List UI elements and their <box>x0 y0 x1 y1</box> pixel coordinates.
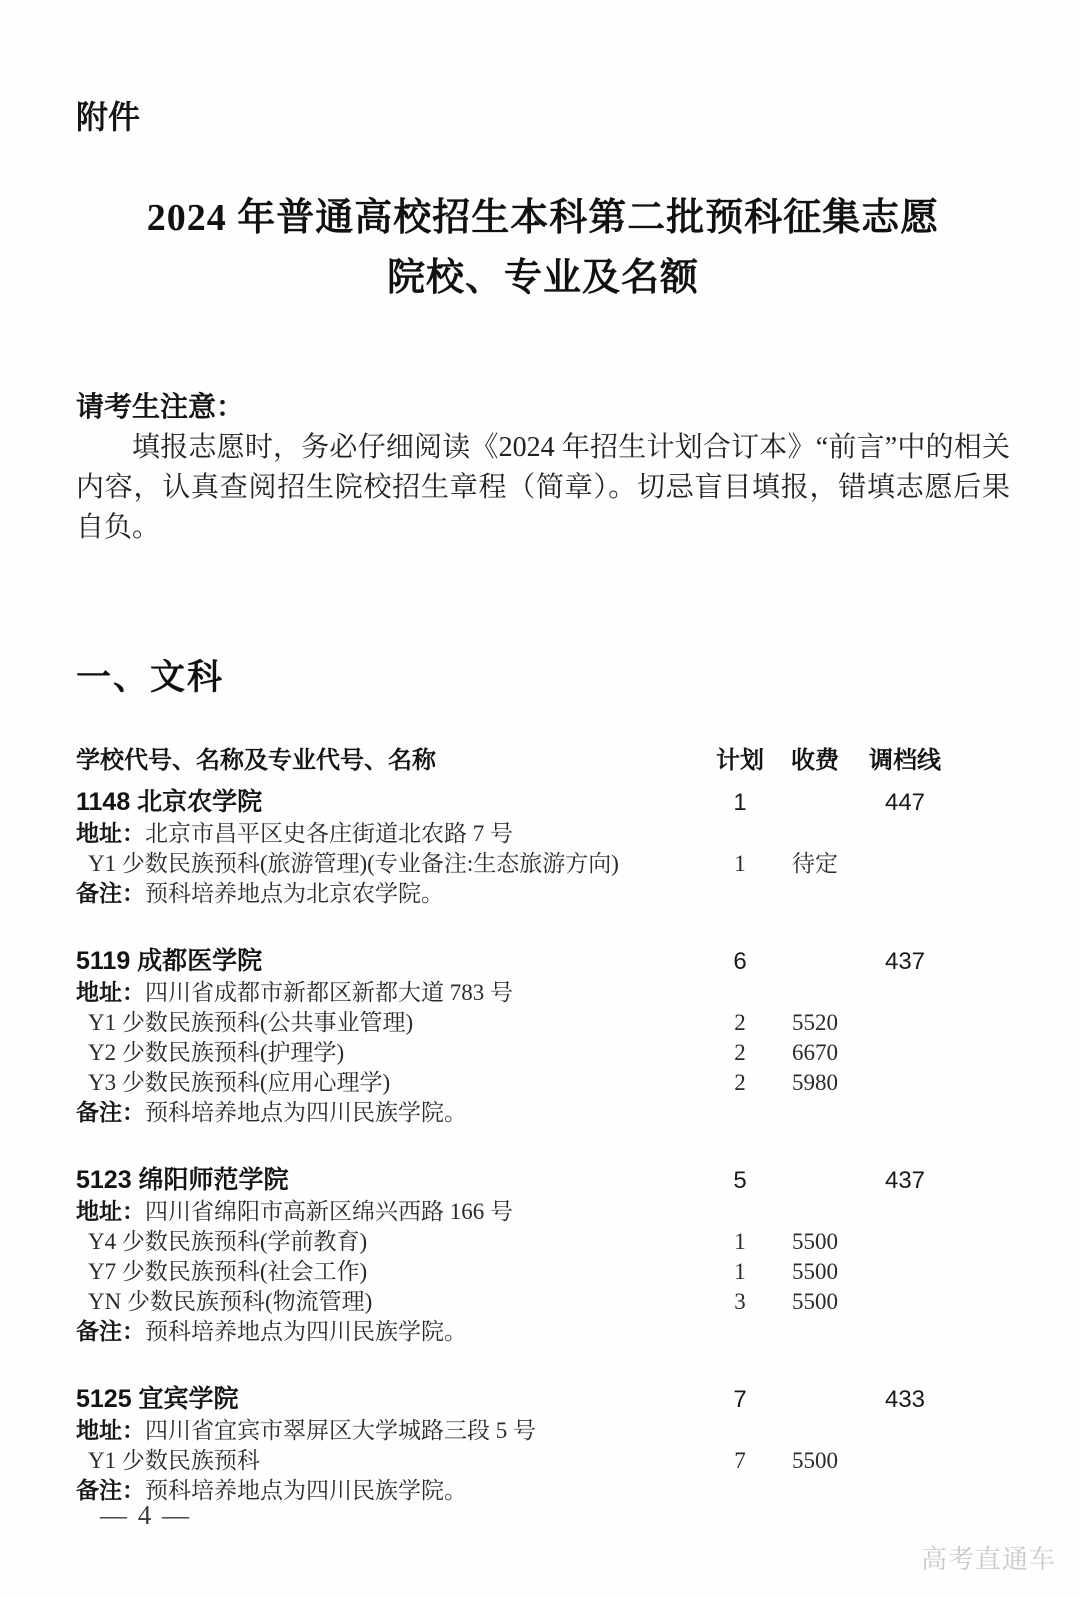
address-text: 四川省绵阳市高新区绵兴西路 166 号 <box>145 1199 513 1224</box>
major-plan: 2 <box>734 1070 746 1095</box>
address-text: 四川省成都市新都区新都大道 783 号 <box>145 980 513 1005</box>
note-text: 预科培养地点为四川民族学院。 <box>145 1100 467 1125</box>
major-name: Y2 少数民族预科(护理学) <box>88 1040 345 1065</box>
school-plan: 1 <box>733 789 747 816</box>
address-row <box>76 978 1010 1008</box>
major-name: Y3 少数民族预科(应用心理学) <box>88 1070 391 1095</box>
school-cutoff: 433 <box>884 1386 926 1413</box>
school-entry <box>76 945 1010 1128</box>
major-name: Y7 少数民族预科(社会工作) <box>88 1259 368 1284</box>
note-row <box>76 879 1010 909</box>
school-code-name: 5125 宜宾学院 <box>76 1385 239 1413</box>
school-plan: 7 <box>733 1386 747 1413</box>
section-heading-liberal-arts: 一、文科 <box>76 658 225 697</box>
major-row <box>76 1008 1010 1038</box>
school-code-name: 5119 成都医学院 <box>76 947 263 975</box>
major-fee: 5500 <box>792 1448 838 1473</box>
major-plan: 2 <box>734 1040 746 1065</box>
major-row <box>76 1446 1010 1476</box>
header-school-name: 学校代号、名称及专业代号、名称 <box>76 747 436 774</box>
major-plan: 2 <box>734 1010 746 1035</box>
header-cutoff: 调档线 <box>869 747 941 774</box>
admissions-table <box>76 744 1010 1506</box>
major-name: Y1 少数民族预科(旅游管理)(专业备注:生态旅游方向) <box>88 851 619 876</box>
note-text: 预科培养地点为四川民族学院。 <box>145 1319 467 1344</box>
major-plan: 3 <box>734 1289 746 1314</box>
notice-heading: 请考生注意： <box>76 392 245 423</box>
school-plan: 6 <box>733 948 747 975</box>
major-row <box>76 1038 1010 1068</box>
school-cutoff: 447 <box>884 789 926 816</box>
address-label: 地址： <box>76 1199 145 1224</box>
page-number: — 4 — <box>100 1500 191 1530</box>
major-row <box>76 1287 1010 1317</box>
notice-block <box>76 388 1010 548</box>
note-text: 预科培养地点为北京农学院。 <box>145 881 444 906</box>
school-plan: 5 <box>733 1167 747 1194</box>
note-row <box>76 1317 1010 1347</box>
major-name: Y1 少数民族预科(公共事业管理) <box>88 1010 414 1035</box>
address-row <box>76 1416 1010 1446</box>
major-fee: 5500 <box>792 1259 838 1284</box>
major-fee: 5500 <box>792 1229 838 1254</box>
address-row <box>76 819 1010 849</box>
major-name: Y1 少数民族预科 <box>88 1448 260 1473</box>
major-plan: 1 <box>734 1259 746 1284</box>
note-label: 备注： <box>76 1319 145 1344</box>
title-line-2: 院校、专业及名额 <box>386 257 699 299</box>
note-label: 备注： <box>76 881 145 906</box>
major-row <box>76 1257 1010 1287</box>
school-entry <box>76 1164 1010 1347</box>
table-header-row <box>76 744 1010 778</box>
school-cutoff: 437 <box>884 948 926 975</box>
school-code-name: 1148 北京农学院 <box>76 788 263 816</box>
major-row <box>76 1227 1010 1257</box>
major-name: Y4 少数民族预科(学前教育) <box>88 1229 368 1254</box>
school-title-row <box>76 786 1010 819</box>
note-label: 备注： <box>76 1478 145 1503</box>
major-fee: 5500 <box>792 1289 838 1314</box>
document-title <box>76 188 1010 308</box>
address-label: 地址： <box>76 980 145 1005</box>
major-name: YN 少数民族预科(物流管理) <box>88 1289 373 1314</box>
school-code-name: 5123 绵阳师范学院 <box>76 1166 289 1194</box>
major-row <box>76 849 1010 879</box>
school-entry <box>76 786 1010 909</box>
address-label: 地址： <box>76 1418 145 1443</box>
address-text: 四川省宜宾市翠屏区大学城路三段 5 号 <box>145 1418 536 1443</box>
note-row <box>76 1476 1010 1506</box>
school-title-row <box>76 1164 1010 1197</box>
major-fee: 待定 <box>792 851 838 876</box>
major-plan: 7 <box>734 1448 746 1473</box>
note-row <box>76 1098 1010 1128</box>
school-list <box>76 786 1010 1506</box>
major-fee: 6670 <box>792 1040 838 1065</box>
attachment-label: 附件 <box>76 99 141 135</box>
header-fee: 收费 <box>791 747 839 774</box>
note-label: 备注： <box>76 1100 145 1125</box>
address-text: 北京市昌平区史各庄街道北农路 7 号 <box>145 821 513 846</box>
major-plan: 1 <box>734 851 746 876</box>
school-cutoff: 437 <box>884 1167 926 1194</box>
major-fee: 5520 <box>792 1010 838 1035</box>
note-text: 预科培养地点为四川民族学院。 <box>145 1478 467 1503</box>
major-row <box>76 1068 1010 1098</box>
school-title-row <box>76 945 1010 978</box>
school-entry <box>76 1383 1010 1506</box>
header-plan: 计划 <box>716 747 764 774</box>
notice-paragraph: 填报志愿时，务必仔细阅读《2024 年招生计划合订本》“前言”中的相关内容，认真查阅招生院校招生章程（简章）。切忌盲目填报，错填志愿后果自负。 <box>76 432 1010 543</box>
address-label: 地址： <box>76 821 145 846</box>
address-row <box>76 1197 1010 1227</box>
school-title-row <box>76 1383 1010 1416</box>
title-line-1: 2024 年普通高校招生本科第二批预科征集志愿 <box>146 197 940 239</box>
major-plan: 1 <box>734 1229 746 1254</box>
major-fee: 5980 <box>792 1070 838 1095</box>
watermark: 高考直通车 <box>920 1544 1056 1574</box>
